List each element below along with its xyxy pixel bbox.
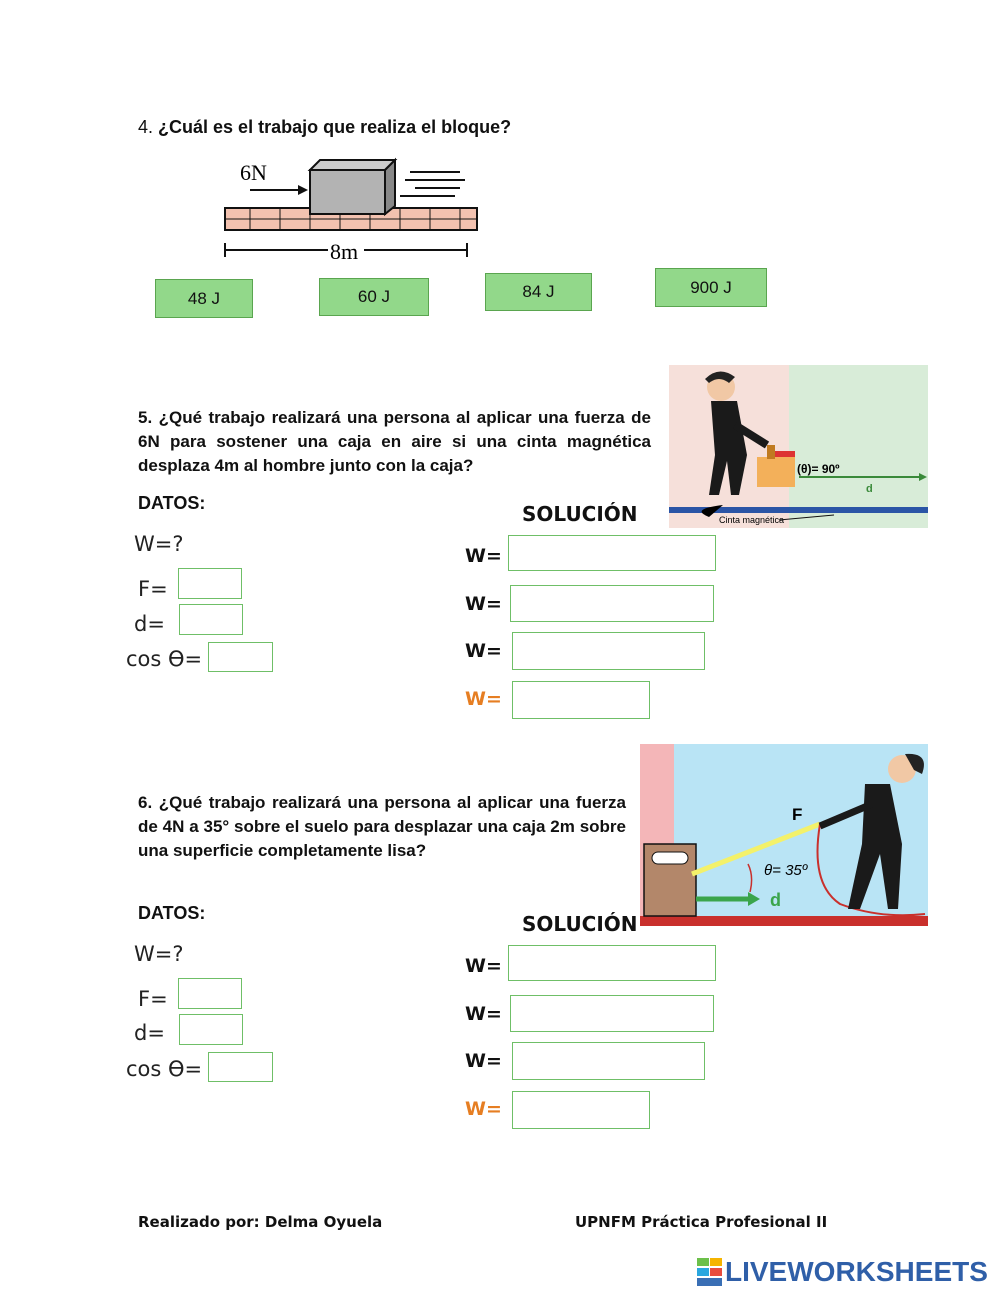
q5-d-input[interactable] <box>179 604 243 635</box>
q6-angle-label: θ= 35º <box>764 862 808 879</box>
q5-w-unknown: W=? <box>134 532 184 556</box>
q5-angle-label: (θ)= 90º <box>797 462 840 476</box>
q5-f-label: F= <box>138 577 168 601</box>
footer-course: UPNFM Práctica Profesional II <box>575 1213 828 1231</box>
q6-cos-label: cos ϴ= <box>126 1057 203 1081</box>
q6-datos: DATOS: <box>138 903 206 923</box>
q6-w-input-3[interactable] <box>512 1042 705 1080</box>
q5-cos-input[interactable] <box>208 642 273 672</box>
q5-illustration <box>669 365 928 528</box>
option-900j[interactable]: 900 J <box>655 268 767 307</box>
q6-d-label: d <box>770 890 781 910</box>
q6-f-label-field: F= <box>138 987 168 1011</box>
q5-w-label-3: W= <box>465 640 502 662</box>
option-60j[interactable]: 60 J <box>319 278 429 316</box>
q6-f-input[interactable] <box>178 978 242 1009</box>
q4-diagram <box>220 150 490 270</box>
q5-datos: DATOS: <box>138 493 206 513</box>
q6-w-label-3: W= <box>465 1050 502 1072</box>
q5-w-input-1[interactable] <box>508 535 716 571</box>
q5-w-input-final[interactable] <box>512 681 650 719</box>
q5-f-input[interactable] <box>178 568 242 599</box>
force-label: 6N <box>240 160 267 185</box>
q6-illustration <box>640 744 928 926</box>
q6-f-label: F <box>792 805 803 824</box>
liveworksheets-logo <box>697 1256 988 1288</box>
footer-author: Realizado por: Delma Oyuela <box>138 1213 383 1231</box>
q5-w-label-1: W= <box>465 545 502 567</box>
q5-cos-label: cos ϴ= <box>126 647 203 671</box>
q6-solucion: SOLUCIÓN <box>522 912 638 936</box>
q6-d-label-field: d= <box>134 1021 165 1045</box>
q5-question: 5. ¿Qué trabajo realizará una persona al aplicar una fuerza de 6N para sostener una caja en aire si una cinta magnética desplaza 4m al hombre junto con la caja? <box>138 408 651 475</box>
option-48j[interactable]: 48 J <box>155 279 253 318</box>
q6-w-label-final: W= <box>465 1098 502 1120</box>
q5-w-label-final: W= <box>465 688 502 710</box>
liveworksheets-brand: LIVEWORKSHEETS <box>725 1256 988 1287</box>
q5-w-label-2: W= <box>465 593 502 615</box>
option-84j[interactable]: 84 J <box>485 273 592 311</box>
q5-w-input-2[interactable] <box>510 585 714 622</box>
q6-d-input[interactable] <box>179 1014 243 1045</box>
q5-solucion: SOLUCIÓN <box>522 502 638 526</box>
q6-cos-input[interactable] <box>208 1052 273 1082</box>
q6-w-input-final[interactable] <box>512 1091 650 1129</box>
q4-title: 4. ¿Cuál es el trabajo que realiza el bloque? <box>138 117 512 137</box>
q6-question: 6. ¿Qué trabajo realizará una persona al aplicar una fuerza de 4N a 35° sobre el suelo para desplazar una caja 2m sobre una superficie completamente lisa? <box>138 793 626 860</box>
liveworksheets-logo-icon <box>697 1258 723 1286</box>
q6-w-unknown: W=? <box>134 942 184 966</box>
q6-w-label-1: W= <box>465 955 502 977</box>
q5-belt-label: Cinta magnética <box>719 515 785 525</box>
q6-w-input-2[interactable] <box>510 995 714 1032</box>
q6-w-label-2: W= <box>465 1003 502 1025</box>
distance-label: 8m <box>330 239 359 264</box>
q6-w-input-1[interactable] <box>508 945 716 981</box>
q5-w-input-3[interactable] <box>512 632 705 670</box>
q5-d-label-field: d= <box>134 612 165 636</box>
q5-d-label: d <box>866 483 873 495</box>
